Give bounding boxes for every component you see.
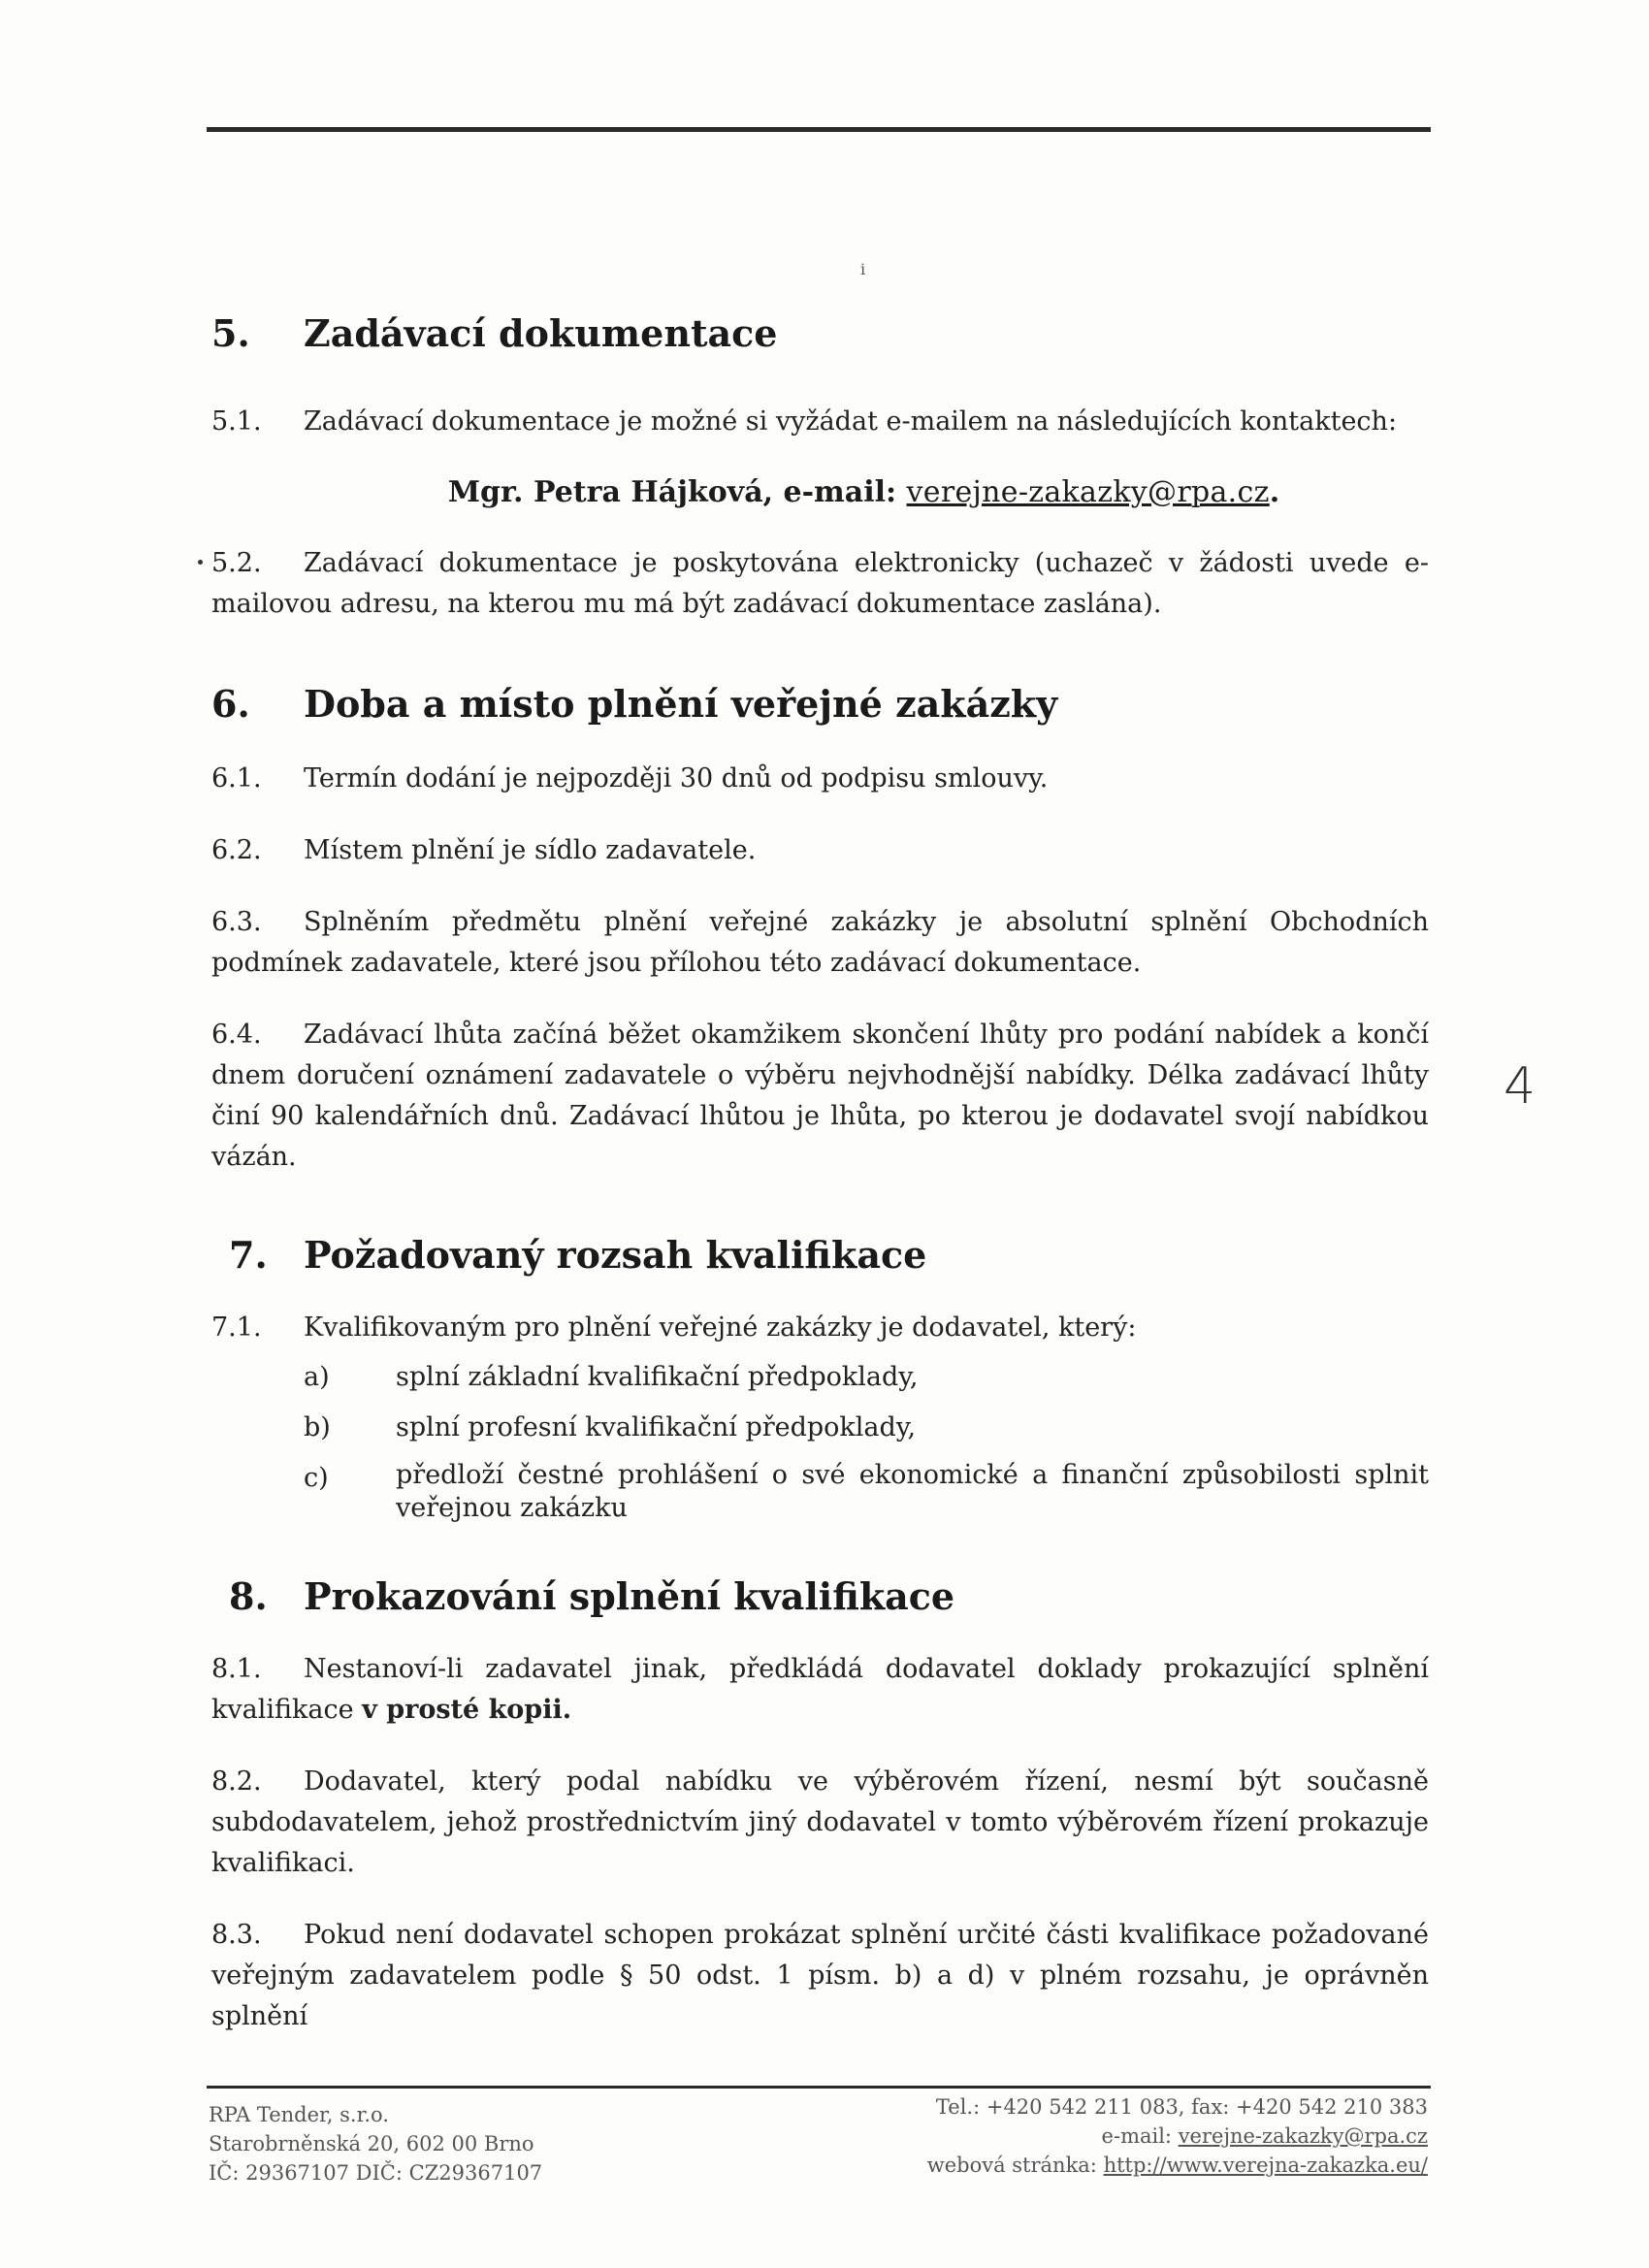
paragraph-8-1 [211,1649,1429,1731]
list-letter: c) [304,1463,329,1493]
paragraph-6-1 [211,759,1429,799]
paragraph-number: 6.4. [211,1020,262,1050]
paragraph-text: Zadávací dokumentace je poskytována elektronicky (uchazeč v žádosti uvede e-mailovou adresu, na kterou mu má být zadávací dokumentace zaslána). [211,548,1429,619]
list-item [119,1409,1429,1447]
section-title: Zadávací dokumentace [304,311,778,355]
contact-line [211,471,1429,514]
contact-email-link[interactable]: verejne-zakazky@rpa.cz [906,475,1270,509]
footer-web-line [927,2151,1428,2180]
paragraph-text: Pokud není dodavatel schopen prokázat splnění určité části kvalifikace požadované veřejným zadavatelem podle § 50 odst. 1 písm. b) a d) v plném rozsahu, je oprávněn splnění [211,1920,1429,2031]
section-title: Doba a místo plnění veřejné zakázky [304,682,1058,726]
section-heading-8 [211,1573,1429,1620]
paragraph-6-4 [211,1015,1429,1178]
paragraph-5-2 [211,543,1429,625]
paragraph-number: 6.1. [211,763,262,794]
footer-company-name: RPA Tender, s.r.o. [209,2103,389,2126]
paragraph-text: Zadávací lhůta začíná běžet okamžikem skončení lhůty pro podání nabídek a končí dnem doručení oznámení zadavatele o výběru nejvhodnější nabídky. Délka zadávací lhůty činí 90 kalendářních dnů. Zadávací lhůtou je lhůta, po kterou je dodavatel svojí nabídkou vázán. [211,1020,1429,1172]
contact-end: . [1269,475,1280,509]
list-item [119,1459,1429,1525]
footer-email-line [927,2122,1428,2151]
paragraph-text: Dodavatel, který podal nabídku ve výběrovém řízení, nesmí být současně subdodavatelem, jehož prostřednictvím jiný dodavatel v tomto výběrovém řízení prokazuje kvalifikaci. [211,1766,1429,1878]
section-title: Požadovaný rozsah kvalifikace [304,1233,927,1277]
paragraph-bold-text: v prosté kopii. [362,1695,572,1725]
paragraph-number: 5.1. [211,406,262,437]
section-heading-5 [211,310,1429,357]
footer-contact-info [927,2092,1428,2180]
paragraph-number: 7.1. [211,1312,262,1343]
paragraph-6-3 [211,902,1429,984]
section-number: 6. [211,682,250,726]
footer-phone: Tel.: +420 542 211 083, fax: +420 542 210 383 [935,2095,1428,2119]
footer-web-link[interactable]: http://www.verejna-zakazka.eu/ [1103,2154,1428,2177]
paragraph-number: 5.2. [211,548,262,578]
footer-address: Starobrněnská 20, 602 00 Brno [209,2132,534,2155]
footer-email-link[interactable]: verejne-zakazky@rpa.cz [1178,2124,1428,2148]
paragraph-number: 8.3. [211,1920,262,1950]
paragraph-text: Místem plnění je sídlo zadavatele. [304,835,757,865]
section-number: 5. [211,311,250,355]
footer-email-label: e-mail: [1101,2124,1179,2148]
section-number: 7. [229,1233,268,1277]
margin-dot [198,560,203,565]
paragraph-text: Termín dodání je nejpozději 30 dnů od podpisu smlouvy. [304,763,1049,794]
paragraph-number: 8.1. [211,1654,262,1684]
paragraph-text: Splněním předmětu plnění veřejné zakázky je absolutní splnění Obchodních podmínek zadavatele, které jsou přílohou této zadávací dokumentace. [211,907,1429,978]
footer-rule [207,2086,1431,2089]
footer-ids: IČ: 29367107 DIČ: CZ29367107 [209,2161,543,2185]
footer-web-label: webová stránka: [926,2154,1104,2177]
document-body [211,310,1429,2037]
paragraph-6-2 [211,830,1429,871]
qualification-list [211,1358,1429,1525]
paragraph-text: Zadávací dokumentace je možné si vyžádat e-mailem na následujících kontaktech: [304,406,1398,437]
paragraph-7-1 [211,1308,1429,1348]
section-number: 8. [229,1574,268,1618]
section-heading-6 [211,681,1429,728]
list-text: splní základní kvalifikační předpoklady, [396,1362,919,1392]
contact-name: Mgr. Petra Hájková, e-mail: [447,475,907,509]
list-text: splní profesní kvalifikační předpoklady, [396,1412,917,1442]
footer-company-info [209,2100,542,2187]
paragraph-number: 6.3. [211,907,262,937]
paragraph-text: Kvalifikovaným pro plnění veřejné zakázky je dodavatel, který: [304,1312,1137,1343]
section-title: Prokazování splnění kvalifikace [304,1574,955,1618]
page-number: 4 [1504,1057,1536,1116]
list-letter: b) [304,1412,331,1442]
list-item [119,1358,1429,1397]
paragraph-number: 8.2. [211,1766,262,1797]
paragraph-number: 6.2. [211,835,262,865]
section-heading-7 [211,1232,1429,1279]
list-letter: a) [304,1362,330,1392]
scan-mark: ⅰ [860,260,866,278]
paragraph-5-1 [211,402,1429,442]
list-text: předloží čestné prohlášení o své ekonomické a finanční způsobilosti splnit veřejnou zakázku [396,1460,1429,1523]
paragraph-8-2 [211,1762,1429,1884]
paragraph-8-3 [211,1915,1429,2037]
header-rule [207,127,1431,132]
paragraph-text: Nestanoví-li zadavatel jinak, předkládá dodavatel doklady prokazující splnění kvalifikace [211,1654,1429,1725]
